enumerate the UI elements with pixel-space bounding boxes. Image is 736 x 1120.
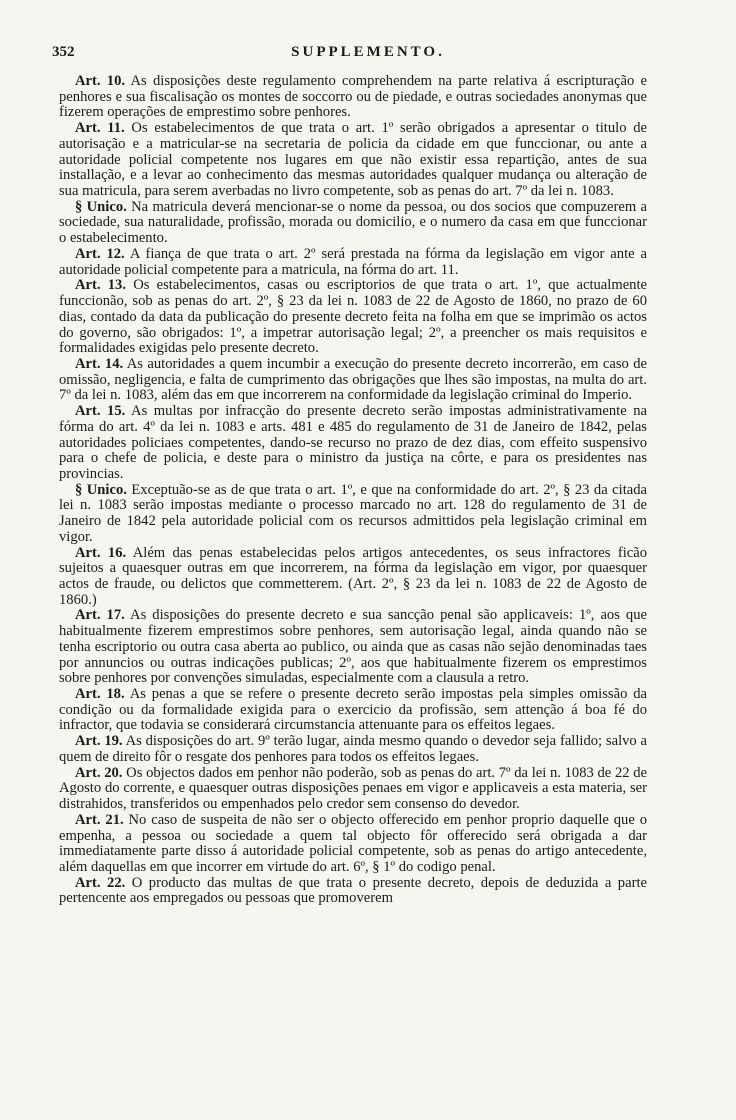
article-number: Art. 14. [75,355,124,372]
article-text: As autoridades a quem incumbir a execução do presente decreto incorrerão, em caso de omissão, negligencia, e falta de cumprimento das obrigações que lhes são impostas, na multa do art. 7º da lei n. 1083, além das em que incorrerem na conformidade da legislação criminal do Imperio. [59,355,648,404]
article-number: Art. 15. [75,403,126,420]
article-number: Art. 22. [75,874,126,891]
article-number: Art. 16. [75,544,127,561]
article-number: Art. 18. [75,686,125,703]
article-number: Art. 12. [75,245,125,262]
page-number: 352 [52,44,75,60]
article-text: As penas a que se refere o presente decreto serão impostas pela simples omissão da condição ou da formalidade exigida para o exercicio da profissão, sem attenção á boa fé do infractor, que todavia se considerará circumstancia attenuante para os effeitos legaes. [59,686,648,734]
article-paragraph [59,200,647,247]
article-number: § Unico. [75,198,127,215]
article-number: Art. 11. [75,120,125,137]
article-text: Exceptuão-se as de que trata o art. 1º, e que na conformidade do art. 2º, § 23 da citada lei n. 1083 serão impostas mediante o processo marcado no art. 128 do regulamento de 31 de Janeiro de 1842 pela autoridade policial com os recursos admittidos pela legislação criminal em vigor. [59,481,648,545]
article-text: A fiança de que trata o art. 2º será prestada na fórma da legislação em vigor ante a autoridade policial competente para a matricula, na fórma do art. 11. [59,245,647,278]
article-paragraph [59,546,647,609]
article-text: As multas por infracção do presente decreto serão impostas administrativamente na fórma do art. 4º da lei n. 1083 e arts. 481 e 485 do regulamento de 31 de Janeiro de 1842, pelas autoridades policiaes competentes, dando-se recurso no prazo de dez dias, com effeito suspensivo para o chefe de policia, e deste para o ministro da justiça na côrte, e para os presidentes nas provincias. [59,403,648,482]
article-paragraph [59,404,647,483]
article-text: As disposições do art. 9º terão lugar, ainda mesmo quando o devedor seja fallido; salvo a quem de direito fôr o resgate dos penhores para todos os effeitos legaes. [59,733,647,765]
article-text: Na matricula deverá mencionar-se o nome da pessoa, ou dos socios que compuzerem a sociedade, sua naturalidade, profissão, morada ou domicilio, e o numero da casa em que funccionar o estabelecimento. [59,198,648,247]
article-paragraph [59,278,647,357]
article-text: Além das penas estabelecidas pelos artigos antecedentes, os seus infractores ficão sujeitos a quaesquer outras em que incorrerem, na fórma da legislação em vigor, por quaesquer actos de fraude, ou delictos que commetterem. (Art. 2º, § 23 da lei n. 1083 de 22 de Agosto de 1860.) [59,544,647,608]
article-text: O producto das multas de que trata o presente decreto, depois de deduzida a parte pertencente aos empregados ou pessoas que promoverem [59,874,647,907]
article-number: Art. 13. [75,277,126,294]
document-body [59,74,647,907]
article-paragraph [59,247,647,278]
article-paragraph [59,74,647,121]
article-text: Os estabelecimentos, casas ou escriptorios de que trata o art. 1º, que actualmente funccionão, sob as penas do art. 2º, § 23 da lei n. 1083 de 22 de Agosto de 1860, no prazo de 60 dias, contado da data da publicação do presente decreto feita na folha em que se imprimão os actos do governo, são obrigados: 1º, a impetrar autorisação legal; 2º, a preencher os mais requisitos e formalidades exigidas pelo presente decreto. [59,277,647,357]
article-paragraph [59,687,647,734]
article-number: Art. 19. [75,733,123,750]
article-paragraph [59,483,647,546]
article-number: § Unico. [75,481,127,498]
article-paragraph [59,357,647,404]
article-paragraph [59,734,647,765]
article-number: Art. 17. [75,607,125,624]
article-paragraph [59,608,647,687]
article-text: Os objectos dados em penhor não poderão, sob as penas do art. 7º da lei n. 1083 de 22 de Agosto do corrente, e quaesquer outras disposições penaes em vigor e applicaveis a esta materia, ser distrahidos, transferidos ou empenhados pelo credor sem consenso do devedor. [59,764,648,813]
article-paragraph [59,766,647,813]
page-header [52,44,684,66]
article-paragraph [59,121,647,200]
article-number: Art. 10. [75,73,126,89]
article-text: As disposições deste regulamento comprehendem na parte relativa á escripturação e penhores e sua fiscalisação os montes de soccorro ou de piedade, e outras sociedades anonymas que fizerem operações de emprestimo sobre penhores. [59,73,648,121]
article-number: Art. 21. [75,811,124,828]
running-title: SUPPLEMENTO. [291,44,445,60]
article-text: No caso de suspeita de não ser o objecto offerecido em penhor proprio daquelle que o empenha, a pessoa ou sociedade a quem tal objecto fôr offerecido será obrigada a dar immediatamente parte disso á autoridade policial competente, sob as penas do artigo antecedente, além daquellas em que incorrer em virtude do art. 6º, § 1º do codigo penal. [59,811,647,875]
article-number: Art. 20. [75,764,123,781]
article-paragraph [59,813,647,876]
article-text: As disposições do presente decreto e sua sancção penal são applicaveis: 1º, aos que habitualmente fizerem emprestimos sobre penhores, sem autorisação legal, ainda quando não se tenha escriptorio ou outra casa aberta ao publico, ou ainda que as casas não sejão denominadas taes por annuncios ou outras indicações publicas; 2º, aos que habitualmente fizerem os emprestimos sobre penhores por convenções simuladas, especialmente com a clausula a retro. [59,607,647,687]
article-paragraph [59,876,647,907]
article-text: Os estabelecimentos de que trata o art. 1º serão obrigados a apresentar o titulo de autorisação e a matricular-se na secretaria de policia da cidade em que funccionar, ou ante a autoridade policial competente nos lugares em que não existir essa repartição, antes de sua installação, e a levar ao conhecimento das mesmas autoridades qualquer mudança ou alteração de sua matricula, para serem averbadas no livro competente, sob as penas do art. 7º da lei n. 1083. [59,120,647,200]
